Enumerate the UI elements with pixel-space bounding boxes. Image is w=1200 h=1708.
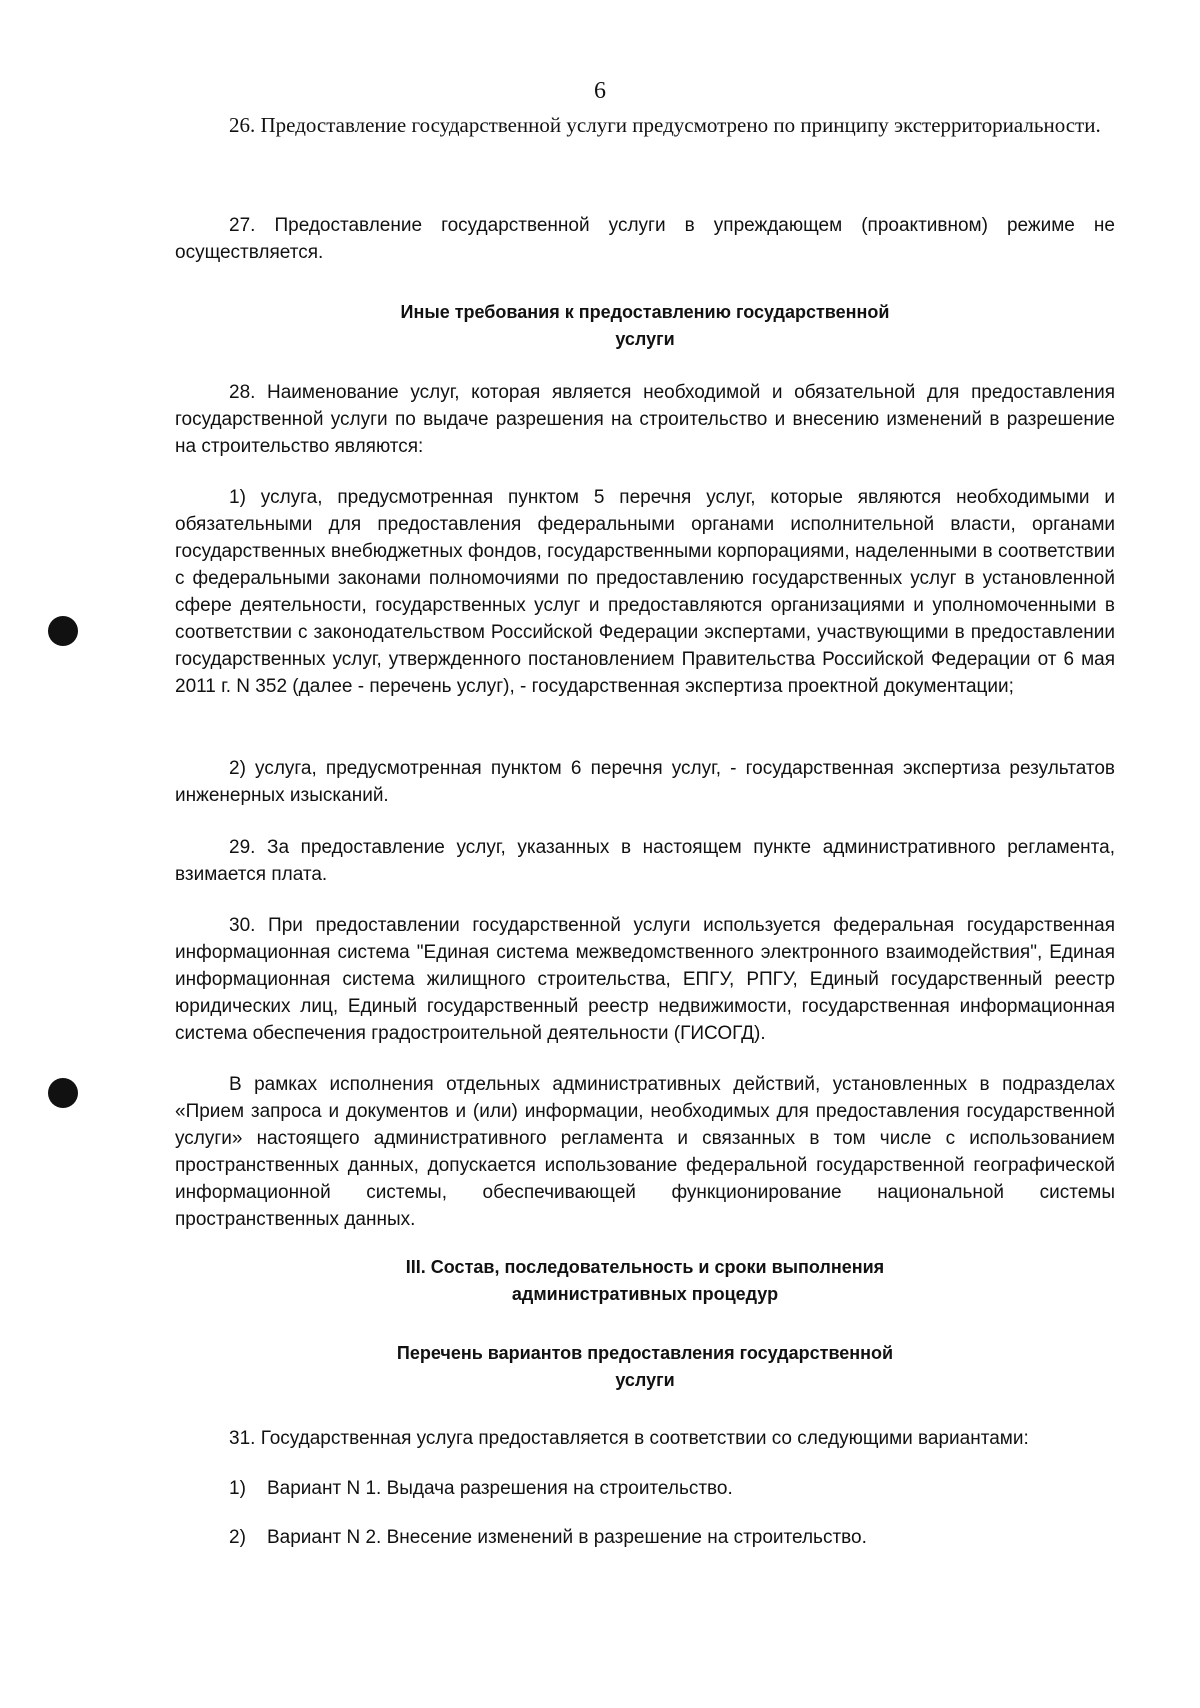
heading-line: Иные требования к предоставлению государственной xyxy=(400,302,890,322)
paragraph-31: 31. Государственная услуга предоставляется в соответствии со следующими вариантами: xyxy=(229,1428,1029,1449)
heading-line: административных процедур xyxy=(511,1284,779,1304)
variant-number: 1) xyxy=(229,1478,246,1499)
heading-line: III. Состав, последовательность и сроки выполнения xyxy=(405,1257,885,1277)
variant-text: Вариант N 1. Выдача разрешения на строительство. xyxy=(267,1478,733,1499)
heading-section-3 xyxy=(175,1254,1115,1308)
paragraph-28-item-2: 2) услуга, предусмотренная пунктом 6 перечня услуг, - государственная экспертиза результатов инженерных изысканий. xyxy=(175,758,1115,806)
paragraph-30: 30. При предоставлении государственной услуги используется федеральная государственная информационная система "Единая система межведомственного электронного взаимодействия", Единая информационная система жилищного строительства, ЕПГУ, РПГУ, Единый государственный реестр юридических лиц, Единый государственный реестр недвижимости, государственная информационная система обеспечения градостроительной деятельности (ГИСОГД). xyxy=(175,915,1115,1044)
variant-item-1 xyxy=(229,1475,1115,1502)
paragraph-28-item-1: 1) услуга, предусмотренная пунктом 5 перечня услуг, которые являются необходимыми и обязательными для предоставления федеральными органами исполнительной власти, органами государственных внебюджетных фондов, государственными корпорациями, наделенными в соответствии с федеральными законами полномочиями по предоставлению государственных услуг в установленной сфере деятельности, государственных услуг и предоставляются организациями и уполномоченными в соответствии с законодательством Российской Федерации экспертами, участвующими в предоставлении государственных услуг, утвержденного постановлением Правительства Российской Федерации от 6 мая 2011 г. N 352 (далее - перечень услуг), - государственная экспертиза проектной документации; xyxy=(175,487,1115,697)
heading-line: услуги xyxy=(615,329,675,349)
page-number: 6 xyxy=(594,78,606,104)
variant-text: Вариант N 2. Внесение изменений в разрешение на строительство. xyxy=(267,1527,867,1548)
paragraph-29: 29. За предоставление услуг, указанных в настоящем пункте административного регламента, взимается плата. xyxy=(175,837,1115,885)
paragraph-30-continued: В рамках исполнения отдельных административных действий, установленных в подразделах «Прием запроса и документов и (или) информации, необходимых для предоставления государственной услуги» настоящего административного регламента и связанных в том числе с использованием пространственных данных, допускается использование федеральной государственной географической информационной системы, обеспечивающей функционирование национальной системы пространственных данных. xyxy=(175,1074,1115,1230)
variant-number: 2) xyxy=(229,1527,246,1548)
punch-hole-mark xyxy=(48,616,78,646)
heading-line: Перечень вариантов предоставления государственной xyxy=(396,1343,894,1363)
heading-line: услуги xyxy=(615,1370,675,1390)
paragraph-26: 26. Предоставление государственной услуги предусмотрено по принципу экстерриториальности. xyxy=(229,113,1101,137)
heading-other-requirements xyxy=(175,299,1115,353)
paragraph-28: 28. Наименование услуг, которая является необходимой и обязательной для предоставления государственной услуги по выдаче разрешения на строительство и внесению изменений в разрешение на строительство являются: xyxy=(175,382,1115,457)
heading-variants-list xyxy=(175,1340,1115,1394)
variant-item-2 xyxy=(229,1524,1115,1551)
paragraph-27: 27. Предоставление государственной услуги в упреждающем (проактивном) режиме не осуществляется. xyxy=(175,215,1115,263)
punch-hole-mark xyxy=(48,1078,78,1108)
